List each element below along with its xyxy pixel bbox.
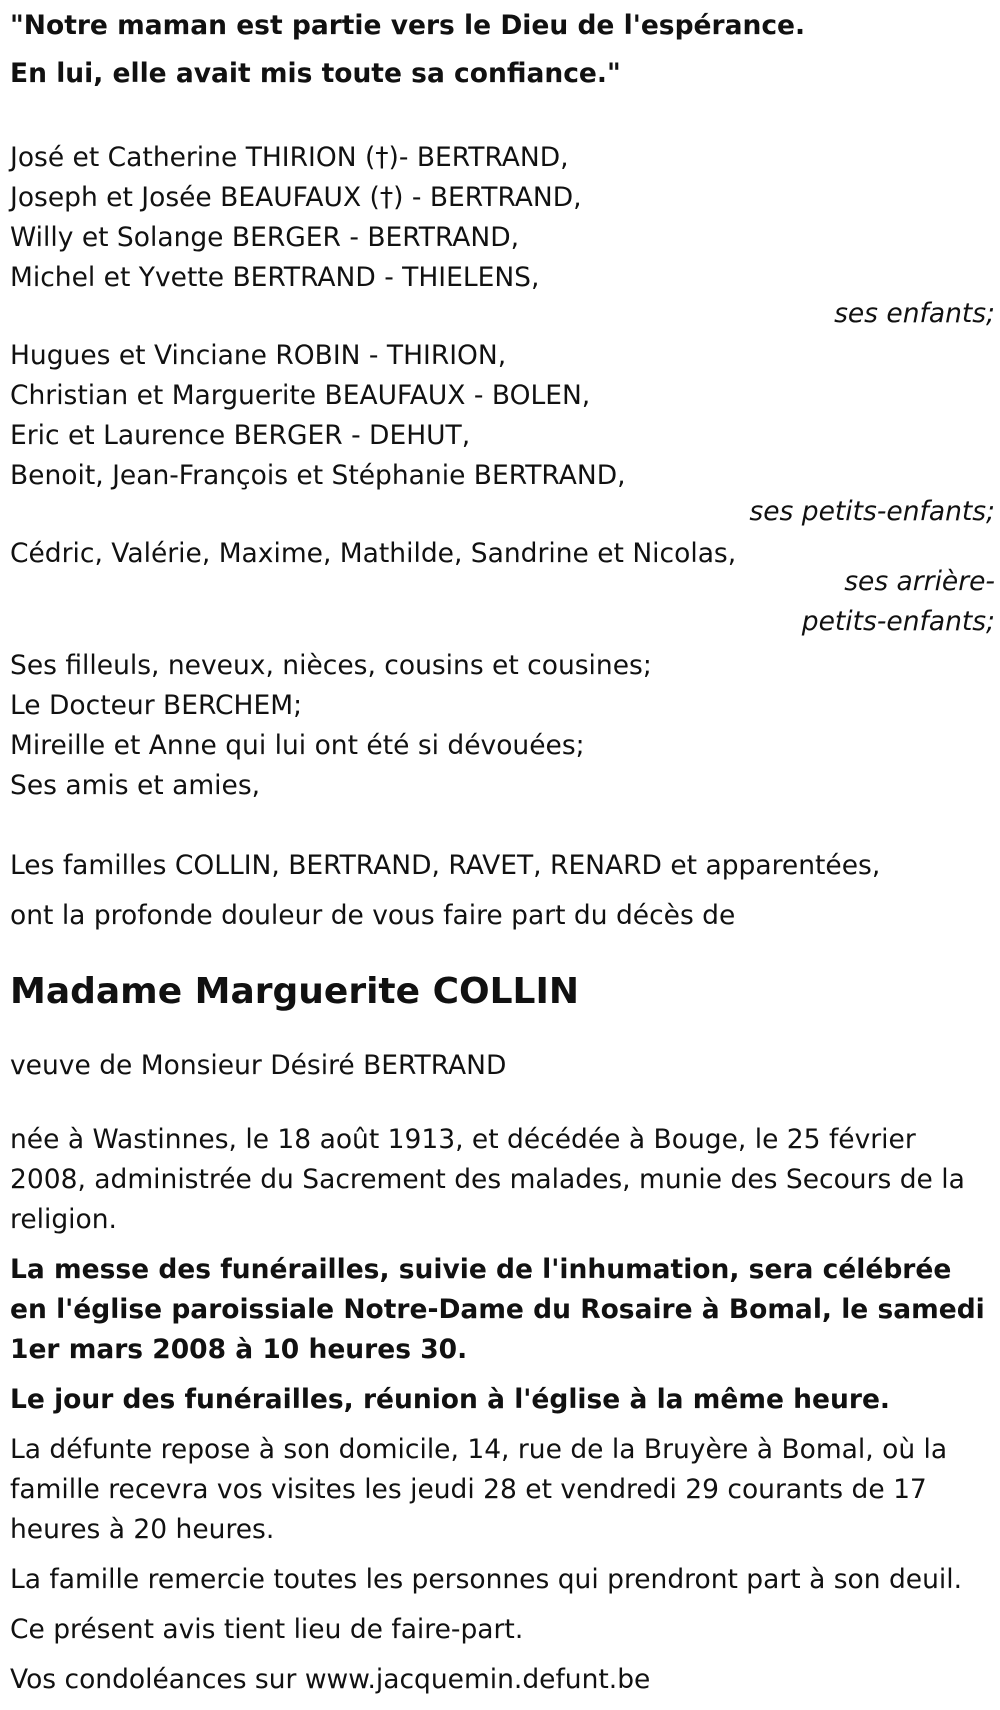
grandchild-entry: Eric et Laurence BERGER - DEHUT, — [10, 420, 471, 451]
grandchild-entry: Hugues et Vinciane ROBIN - THIRION, — [10, 340, 507, 371]
great-grandchild-entry: Cédric, Valérie, Maxime, Mathilde, Sandrine et Nicolas, — [10, 538, 737, 569]
birth-death-paragraph: née à Wastinnes, le 18 août 1913, et décédée à Bouge, le 25 février 2008, administrée du Sacrement des malades, munie des Secours de la religion. — [10, 1124, 965, 1235]
opening-quote — [10, 2, 995, 98]
quote-line-2: En lui, elle avait mis toute sa confiance." — [10, 58, 621, 89]
funeral-meeting-paragraph: Le jour des funérailles, réunion à l'église à la même heure. — [10, 1384, 890, 1415]
quote-line-1: "Notre maman est partie vers le Dieu de l'espérance. — [10, 10, 806, 41]
child-entry: Joseph et Josée BEAUFAUX (†) - BERTRAND, — [10, 182, 582, 213]
deceased-name: Madame Marguerite COLLIN — [10, 971, 580, 1012]
grandchild-entry: Christian et Marguerite BEAUFAUX - BOLEN, — [10, 380, 591, 411]
relation-entry: Mireille et Anne qui lui ont été si dévouées; — [10, 730, 585, 761]
widow-of-line: veuve de Monsieur Désiré BERTRAND — [10, 1050, 507, 1081]
condolences-line: Vos condoléances sur www.jacquemin.defunt.be — [10, 1664, 651, 1695]
families-line: Les familles COLLIN, BERTRAND, RAVET, RENARD et apparentées, — [10, 850, 881, 881]
grandchildren-role-label: ses petits-enfants; — [749, 496, 995, 527]
child-entry: Willy et Solange BERGER - BERTRAND, — [10, 222, 520, 253]
children-list — [10, 138, 995, 298]
grandchild-entry: Benoit, Jean-François et Stéphanie BERTRAND, — [10, 460, 626, 491]
visitation-paragraph: La défunte repose à son domicile, 14, rue de la Bruyère à Bomal, où la famille recevra vos visites les jeudi 28 et vendredi 29 courants de 17 heures à 20 heures. — [10, 1434, 948, 1545]
grandchildren-list — [10, 336, 995, 496]
relation-entry: Ses amis et amies, — [10, 770, 261, 801]
child-entry: Michel et Yvette BERTRAND - THIELENS, — [10, 262, 540, 293]
relation-entry: Ses filleuls, neveux, nièces, cousins et cousines; — [10, 650, 652, 681]
great-grandchildren-role-label: ses arrière-petits-enfants; — [801, 566, 995, 637]
thanks-paragraph: La famille remercie toutes les personnes qui prendront part à son deuil. — [10, 1564, 963, 1595]
funeral-mass-paragraph: La messe des funérailles, suivie de l'inhumation, sera célébrée en l'église paroissiale Notre-Dame du Rosaire à Bomal, le samedi 1er mars 2008 à 10 heures 30. — [10, 1254, 985, 1365]
obituary-notice — [10, 0, 995, 1710]
relation-entry: Le Docteur BERCHEM; — [10, 690, 303, 721]
announcement-line: ont la profonde douleur de vous faire part du décès de — [10, 900, 736, 931]
other-relations-list — [10, 646, 995, 806]
children-role-label: ses enfants; — [834, 298, 995, 329]
child-entry: José et Catherine THIRION (†)- BERTRAND, — [10, 142, 569, 173]
notice-paragraph: Ce présent avis tient lieu de faire-part. — [10, 1614, 524, 1645]
great-grandchildren-list — [10, 534, 995, 574]
